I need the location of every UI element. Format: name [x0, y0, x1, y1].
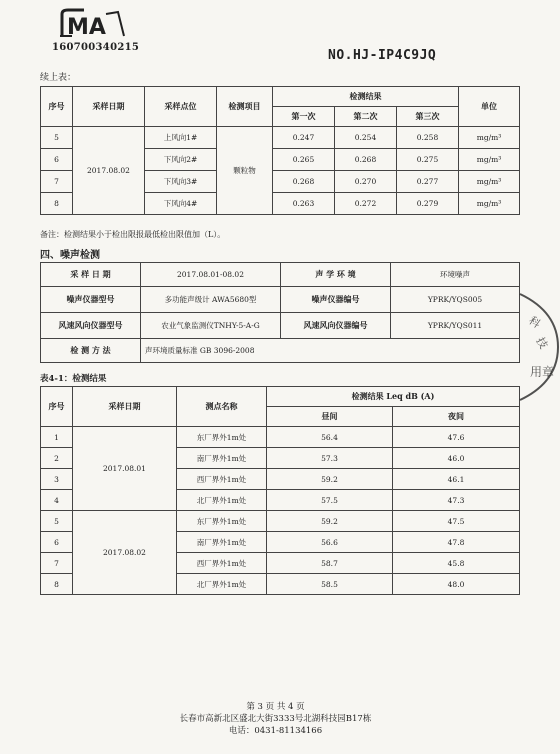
- page-number: 第 3 页 共 4 页: [246, 702, 305, 712]
- cell-value: 0.272: [335, 193, 397, 215]
- cell-point: 北厂界外1m处: [177, 574, 267, 595]
- label-wind-model: 风速风向仪器型号: [41, 313, 141, 339]
- cell-seq: 7: [41, 171, 73, 193]
- value-method: 声环境质量标准 GB 3096-2008: [141, 339, 520, 363]
- svg-text:MA: MA: [67, 15, 106, 40]
- cell-point: 南厂界外1m处: [177, 448, 267, 469]
- cell-value: 0.270: [335, 171, 397, 193]
- cell-seq: 6: [41, 149, 73, 171]
- cell-night: 46.0: [393, 448, 520, 469]
- cell-unit: mg/m³: [459, 127, 520, 149]
- cell-day: 59.2: [267, 511, 393, 532]
- header-point: 测点名称: [177, 387, 267, 427]
- cell-point: 东厂界外1m处: [177, 427, 267, 448]
- cell-value: 0.254: [335, 127, 397, 149]
- cell-value: 0.279: [397, 193, 459, 215]
- cell-point: 南厂界外1m处: [177, 532, 267, 553]
- cell-item: 颗粒物: [217, 127, 273, 215]
- value-sampling-date: 2017.08.01-08.02: [141, 263, 281, 287]
- cell-seq: 4: [41, 490, 73, 511]
- cell-unit: mg/m³: [459, 171, 520, 193]
- cell-date: 2017.08.01: [73, 427, 177, 511]
- svg-text:技: 技: [533, 335, 551, 352]
- header-first: 第一次: [273, 107, 335, 127]
- cell-value: 0.277: [397, 171, 459, 193]
- svg-text:科: 科: [526, 313, 543, 331]
- value-wind-model: 农业气象监测仪TNHY-5-A-G: [141, 313, 281, 339]
- cell-seq: 8: [41, 193, 73, 215]
- table-note: 备注：检测结果小于检出限报最低检出限值加（L）。: [40, 230, 226, 239]
- footer-phone: 电话：0431-81134166: [228, 726, 323, 736]
- cma-logo: [58, 8, 128, 40]
- cell-day: 59.2: [267, 469, 393, 490]
- cell-unit: mg/m³: [459, 193, 520, 215]
- header-night: 夜间: [393, 407, 520, 427]
- cell-night: 47.3: [393, 490, 520, 511]
- cell-night: 47.8: [393, 532, 520, 553]
- cell-day: 56.4: [267, 427, 393, 448]
- label-method: 检 测 方 法: [41, 339, 141, 363]
- cell-point: 下风向2#: [145, 149, 217, 171]
- noise-info-table: [40, 262, 520, 363]
- table-row: [41, 127, 520, 149]
- label-acoustic-env: 声 学 环 境: [281, 263, 391, 287]
- cert-number: 160700340215: [52, 42, 140, 53]
- footer-address: 长春市高新北区盛北大街3333号北湖科技园B17栋: [179, 714, 372, 724]
- label-wind-id: 风速风向仪器编号: [281, 313, 391, 339]
- label-instrument-model: 噪声仪器型号: [41, 287, 141, 313]
- table-row: [41, 427, 520, 448]
- cell-date: 2017.08.02: [73, 511, 177, 595]
- cell-night: 46.1: [393, 469, 520, 490]
- header-item: 检测项目: [217, 87, 273, 127]
- svg-text:用: 用: [530, 365, 543, 379]
- noise-table-label: 表4-1：检测结果: [40, 374, 107, 384]
- cell-seq: 6: [41, 532, 73, 553]
- cell-day: 57.3: [267, 448, 393, 469]
- company-seal-stamp: [500, 292, 560, 402]
- header-result: 检测结果 Leq dB (A): [267, 387, 520, 407]
- cell-unit: mg/m³: [459, 149, 520, 171]
- cell-value: 0.258: [397, 127, 459, 149]
- report-number: NO.HJ-IP4C9JQ: [328, 48, 437, 63]
- cell-value: 0.265: [273, 149, 335, 171]
- cell-value: 0.247: [273, 127, 335, 149]
- header-seq: 序号: [41, 87, 73, 127]
- cell-point: 西厂界外1m处: [177, 469, 267, 490]
- cell-point: 西厂界外1m处: [177, 553, 267, 574]
- cell-night: 47.5: [393, 511, 520, 532]
- cell-day: 58.7: [267, 553, 393, 574]
- cell-point: 下风向3#: [145, 171, 217, 193]
- cell-seq: 1: [41, 427, 73, 448]
- cell-date: 2017.08.02: [73, 127, 145, 215]
- label-sampling-date: 采 样 日 期: [41, 263, 141, 287]
- cell-night: 45.8: [393, 553, 520, 574]
- cell-seq: 2: [41, 448, 73, 469]
- header-day: 昼间: [267, 407, 393, 427]
- cell-seq: 5: [41, 511, 73, 532]
- particulate-table: [40, 86, 520, 215]
- header-result: 检测结果: [273, 87, 459, 107]
- section-title-noise: 四、噪声检测: [40, 250, 100, 261]
- noise-results-table: [40, 386, 520, 595]
- cell-day: 56.6: [267, 532, 393, 553]
- cell-day: 58.5: [267, 574, 393, 595]
- cell-point: 上风向1#: [145, 127, 217, 149]
- cell-value: 0.268: [273, 171, 335, 193]
- header-unit: 单位: [459, 87, 520, 127]
- value-instrument-id: YPRK/YQS005: [391, 287, 520, 313]
- header-seq: 序号: [41, 387, 73, 427]
- value-wind-id: YPRK/YQS011: [391, 313, 520, 339]
- cell-value: 0.263: [273, 193, 335, 215]
- value-acoustic-env: 环境噪声: [391, 263, 520, 287]
- cell-seq: 5: [41, 127, 73, 149]
- header-third: 第三次: [397, 107, 459, 127]
- cell-seq: 7: [41, 553, 73, 574]
- cell-value: 0.268: [335, 149, 397, 171]
- cell-value: 0.275: [397, 149, 459, 171]
- header-date: 采样日期: [73, 387, 177, 427]
- value-instrument-model: 多功能声级计 AWA5680型: [141, 287, 281, 313]
- header-point: 采样点位: [145, 87, 217, 127]
- header-date: 采样日期: [73, 87, 145, 127]
- header-second: 第二次: [335, 107, 397, 127]
- svg-text:章: 章: [542, 365, 555, 379]
- cell-day: 57.5: [267, 490, 393, 511]
- cell-night: 48.0: [393, 574, 520, 595]
- label-instrument-id: 噪声仪器编号: [281, 287, 391, 313]
- cell-point: 北厂界外1m处: [177, 490, 267, 511]
- cell-seq: 8: [41, 574, 73, 595]
- table-row: [41, 511, 520, 532]
- cell-point: 东厂界外1m处: [177, 511, 267, 532]
- cell-night: 47.6: [393, 427, 520, 448]
- cell-seq: 3: [41, 469, 73, 490]
- cell-point: 下风向4#: [145, 193, 217, 215]
- continued-label: 续上表：: [40, 73, 77, 83]
